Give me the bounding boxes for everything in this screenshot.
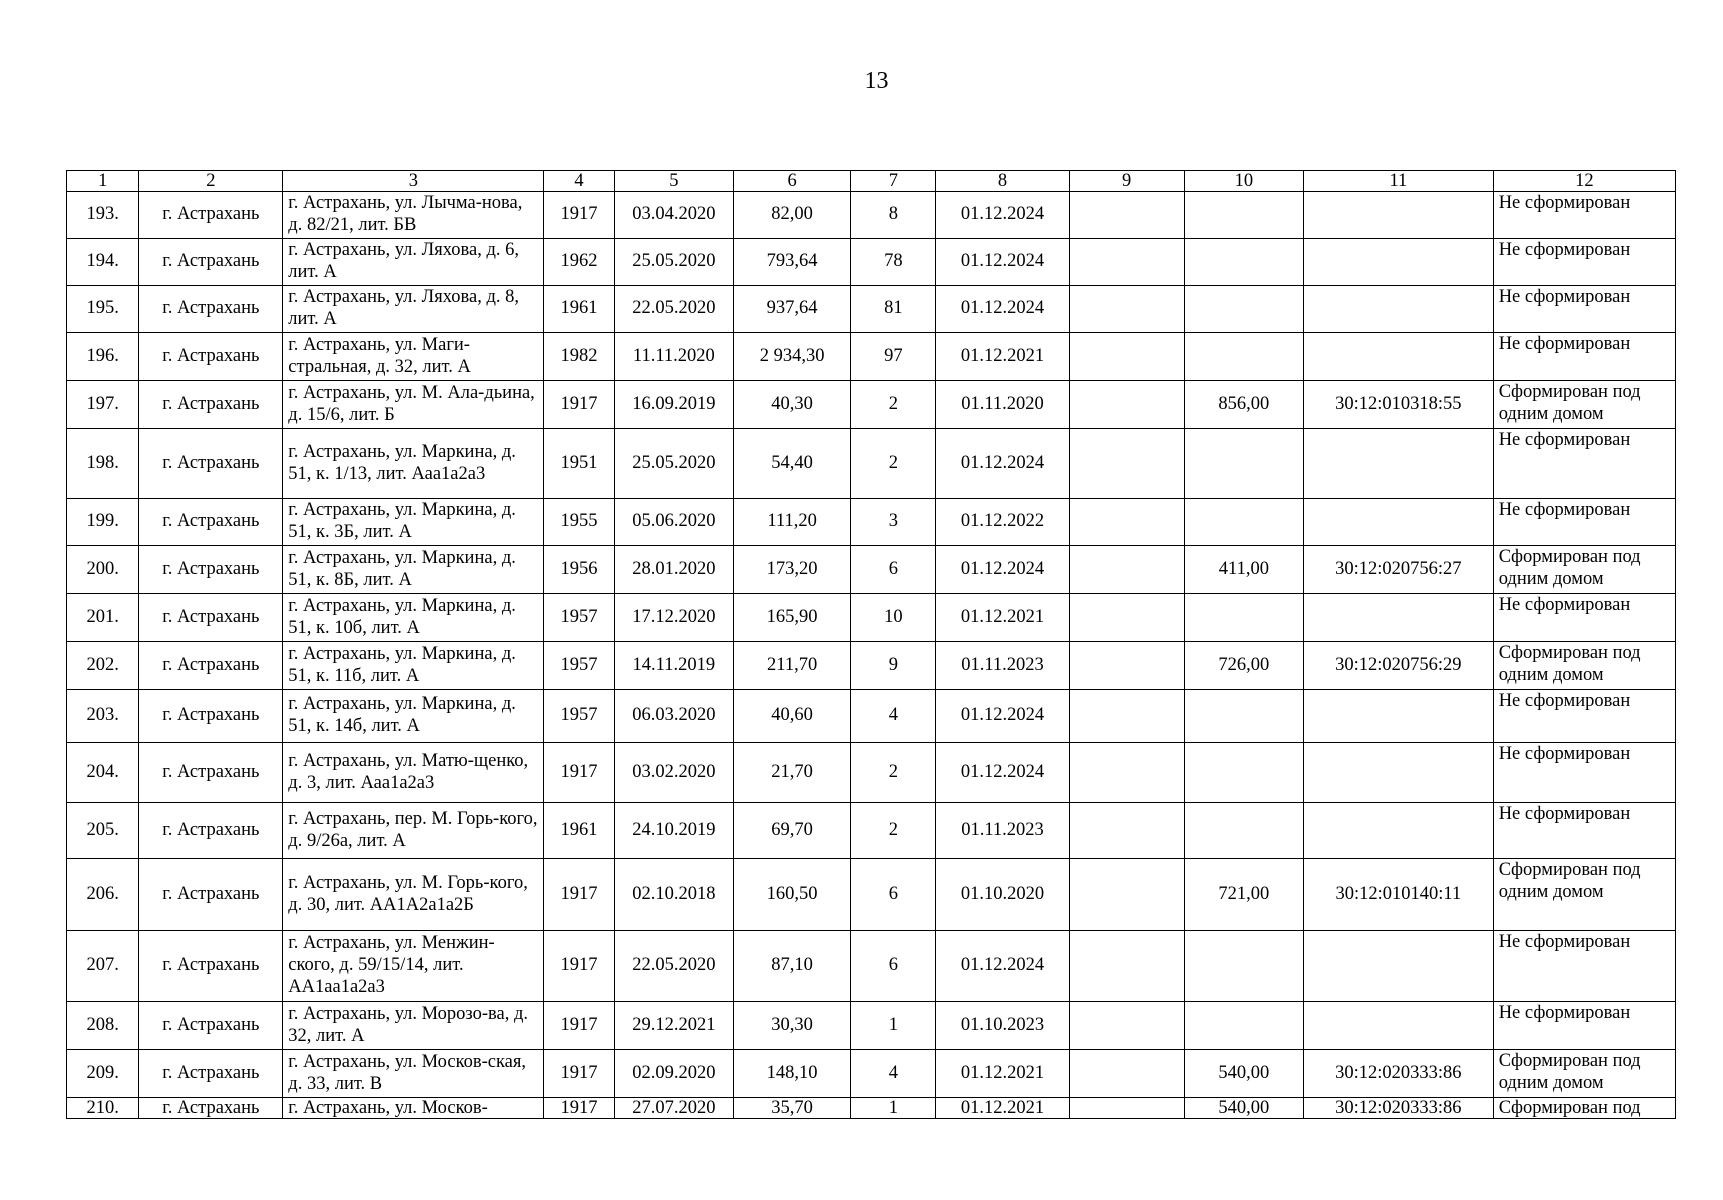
area-cell: 69,70 (734, 803, 851, 859)
table-row (67, 803, 1676, 859)
empty-cell (1069, 333, 1184, 381)
land-area-cell (1184, 803, 1303, 859)
status-cell: Не сформирован (1493, 499, 1675, 546)
area-cell: 211,70 (734, 642, 851, 690)
empty-cell (1069, 239, 1184, 286)
address-cell: г. Астрахань, ул. Ляхова, д. 8, лит. А (283, 286, 544, 333)
date-cell: 02.09.2020 (614, 1050, 733, 1098)
deadline-cell: 01.12.2024 (936, 192, 1069, 239)
year-cell: 1917 (544, 931, 614, 1002)
address-cell: г. Астрахань, ул. Москов- (283, 1098, 544, 1119)
row-number: 208. (67, 1002, 139, 1050)
year-cell: 1917 (544, 1002, 614, 1050)
address-cell: г. Астрахань, ул. Лычма-нова, д. 82/21, лит. БВ (283, 192, 544, 239)
row-number: 197. (67, 381, 139, 429)
residents-cell: 3 (851, 499, 936, 546)
row-number: 201. (67, 594, 139, 642)
status-cell: Не сформирован (1493, 192, 1675, 239)
year-cell: 1956 (544, 546, 614, 594)
row-number: 205. (67, 803, 139, 859)
column-header: 10 (1184, 171, 1303, 192)
column-header: 6 (734, 171, 851, 192)
address-cell: г. Астрахань, ул. Маркина, д. 51, к. 14б, лит. А (283, 690, 544, 743)
city-cell: г. Астрахань (139, 546, 283, 594)
empty-cell (1069, 594, 1184, 642)
deadline-cell: 01.12.2021 (936, 594, 1069, 642)
table-row (67, 743, 1676, 803)
residents-cell: 2 (851, 743, 936, 803)
cadastre-cell (1304, 239, 1494, 286)
cadastre-cell (1304, 690, 1494, 743)
column-header: 5 (614, 171, 733, 192)
row-number: 196. (67, 333, 139, 381)
table-row (67, 931, 1676, 1002)
status-cell: Не сформирован (1493, 803, 1675, 859)
year-cell: 1917 (544, 859, 614, 931)
row-number: 193. (67, 192, 139, 239)
table-row (67, 239, 1676, 286)
cadastre-cell: 30:12:020756:27 (1304, 546, 1494, 594)
residents-cell: 6 (851, 546, 936, 594)
empty-cell (1069, 429, 1184, 499)
row-number: 200. (67, 546, 139, 594)
city-cell: г. Астрахань (139, 859, 283, 931)
empty-cell (1069, 286, 1184, 333)
empty-cell (1069, 931, 1184, 1002)
city-cell: г. Астрахань (139, 192, 283, 239)
year-cell: 1962 (544, 239, 614, 286)
column-header: 2 (139, 171, 283, 192)
table-row (67, 333, 1676, 381)
empty-cell (1069, 381, 1184, 429)
cadastre-cell (1304, 743, 1494, 803)
year-cell: 1957 (544, 594, 614, 642)
city-cell: г. Астрахань (139, 381, 283, 429)
table-row (67, 642, 1676, 690)
year-cell: 1955 (544, 499, 614, 546)
deadline-cell: 01.12.2024 (936, 931, 1069, 1002)
status-cell: Не сформирован (1493, 1002, 1675, 1050)
address-cell: г. Астрахань, ул. Маркина, д. 51, к. 3Б, лит. А (283, 499, 544, 546)
address-cell: г. Астрахань, ул. Маркина, д. 51, к. 10б, лит. А (283, 594, 544, 642)
column-header: 12 (1493, 171, 1675, 192)
date-cell: 03.04.2020 (614, 192, 733, 239)
area-cell: 173,20 (734, 546, 851, 594)
column-header: 7 (851, 171, 936, 192)
residents-cell: 81 (851, 286, 936, 333)
cadastre-cell (1304, 594, 1494, 642)
page-number: 13 (864, 68, 889, 94)
address-cell: г. Астрахань, ул. Маркина, д. 51, к. 11б, лит. А (283, 642, 544, 690)
table-row (67, 381, 1676, 429)
land-area-cell (1184, 1002, 1303, 1050)
status-cell: Сформирован под одним домом (1493, 1050, 1675, 1098)
deadline-cell: 01.12.2024 (936, 239, 1069, 286)
deadline-cell: 01.12.2024 (936, 743, 1069, 803)
status-cell: Не сформирован (1493, 286, 1675, 333)
residents-cell: 4 (851, 1050, 936, 1098)
empty-cell (1069, 859, 1184, 931)
empty-cell (1069, 499, 1184, 546)
date-cell: 02.10.2018 (614, 859, 733, 931)
empty-cell (1069, 1002, 1184, 1050)
land-area-cell (1184, 286, 1303, 333)
column-header: 9 (1069, 171, 1184, 192)
area-cell: 40,30 (734, 381, 851, 429)
residents-cell: 8 (851, 192, 936, 239)
date-cell: 25.05.2020 (614, 239, 733, 286)
address-cell: г. Астрахань, ул. М. Ала-дьина, д. 15/6, лит. Б (283, 381, 544, 429)
cadastre-cell: 30:12:010318:55 (1304, 381, 1494, 429)
row-number: 199. (67, 499, 139, 546)
column-header: 8 (936, 171, 1069, 192)
year-cell: 1917 (544, 1050, 614, 1098)
deadline-cell: 01.12.2024 (936, 546, 1069, 594)
status-cell: Сформирован под одним домом (1493, 546, 1675, 594)
table-row (67, 192, 1676, 239)
status-cell: Сформирован под одним домом (1493, 859, 1675, 931)
date-cell: 16.09.2019 (614, 381, 733, 429)
cadastre-cell (1304, 931, 1494, 1002)
area-cell: 148,10 (734, 1050, 851, 1098)
date-cell: 03.02.2020 (614, 743, 733, 803)
cadastre-cell: 30:12:020333:86 (1304, 1098, 1494, 1119)
cadastre-cell (1304, 286, 1494, 333)
column-header: 1 (67, 171, 139, 192)
deadline-cell: 01.12.2021 (936, 333, 1069, 381)
residents-cell: 9 (851, 642, 936, 690)
city-cell: г. Астрахань (139, 429, 283, 499)
area-cell: 2 934,30 (734, 333, 851, 381)
table-row (67, 594, 1676, 642)
city-cell: г. Астрахань (139, 1002, 283, 1050)
year-cell: 1961 (544, 803, 614, 859)
empty-cell (1069, 1050, 1184, 1098)
cadastre-cell (1304, 333, 1494, 381)
address-cell: г. Астрахань, ул. Маги-стральная, д. 32, лит. А (283, 333, 544, 381)
area-cell: 40,60 (734, 690, 851, 743)
table-row (67, 1050, 1676, 1098)
area-cell: 35,70 (734, 1098, 851, 1119)
table-row (67, 690, 1676, 743)
deadline-cell: 01.12.2022 (936, 499, 1069, 546)
area-cell: 793,64 (734, 239, 851, 286)
date-cell: 06.03.2020 (614, 690, 733, 743)
cadastre-cell: 30:12:020333:86 (1304, 1050, 1494, 1098)
address-cell: г. Астрахань, ул. Менжин-ского, д. 59/15/14, лит. АА1аа1а2а3 (283, 931, 544, 1002)
status-cell: Сформирован под (1493, 1098, 1675, 1119)
year-cell: 1917 (544, 1098, 614, 1119)
table-row (67, 1098, 1676, 1119)
cadastre-cell (1304, 429, 1494, 499)
address-cell: г. Астрахань, ул. М. Горь-кого, д. 30, лит. АА1А2а1а2Б (283, 859, 544, 931)
row-number: 209. (67, 1050, 139, 1098)
land-area-cell: 721,00 (1184, 859, 1303, 931)
empty-cell (1069, 642, 1184, 690)
date-cell: 05.06.2020 (614, 499, 733, 546)
year-cell: 1917 (544, 381, 614, 429)
deadline-cell: 01.10.2020 (936, 859, 1069, 931)
row-number: 202. (67, 642, 139, 690)
city-cell: г. Астрахань (139, 690, 283, 743)
year-cell: 1982 (544, 333, 614, 381)
residents-cell: 1 (851, 1098, 936, 1119)
cadastre-cell (1304, 192, 1494, 239)
land-area-cell: 411,00 (1184, 546, 1303, 594)
year-cell: 1917 (544, 743, 614, 803)
land-area-cell: 726,00 (1184, 642, 1303, 690)
year-cell: 1951 (544, 429, 614, 499)
address-cell: г. Астрахань, ул. Маркина, д. 51, к. 1/13, лит. Ааа1а2а3 (283, 429, 544, 499)
status-cell: Не сформирован (1493, 690, 1675, 743)
deadline-cell: 01.11.2023 (936, 803, 1069, 859)
area-cell: 160,50 (734, 859, 851, 931)
residents-cell: 2 (851, 429, 936, 499)
city-cell: г. Астрахань (139, 803, 283, 859)
cadastre-cell (1304, 499, 1494, 546)
table-row (67, 1002, 1676, 1050)
residents-cell: 1 (851, 1002, 936, 1050)
cadastre-cell (1304, 1002, 1494, 1050)
status-cell: Не сформирован (1493, 594, 1675, 642)
area-cell: 165,90 (734, 594, 851, 642)
date-cell: 14.11.2019 (614, 642, 733, 690)
status-cell: Не сформирован (1493, 931, 1675, 1002)
area-cell: 82,00 (734, 192, 851, 239)
residents-cell: 4 (851, 690, 936, 743)
residents-cell: 6 (851, 859, 936, 931)
status-cell: Не сформирован (1493, 743, 1675, 803)
area-cell: 111,20 (734, 499, 851, 546)
row-number: 195. (67, 286, 139, 333)
cadastre-cell: 30:12:020756:29 (1304, 642, 1494, 690)
cadastre-cell (1304, 803, 1494, 859)
empty-cell (1069, 690, 1184, 743)
status-cell: Сформирован под одним домом (1493, 381, 1675, 429)
land-area-cell: 540,00 (1184, 1098, 1303, 1119)
land-area-cell (1184, 931, 1303, 1002)
empty-cell (1069, 803, 1184, 859)
residents-cell: 10 (851, 594, 936, 642)
land-area-cell (1184, 690, 1303, 743)
deadline-cell: 01.12.2024 (936, 286, 1069, 333)
date-cell: 17.12.2020 (614, 594, 733, 642)
land-area-cell (1184, 192, 1303, 239)
area-cell: 87,10 (734, 931, 851, 1002)
year-cell: 1957 (544, 690, 614, 743)
deadline-cell: 01.12.2021 (936, 1050, 1069, 1098)
deadline-cell: 01.12.2021 (936, 1098, 1069, 1119)
date-cell: 11.11.2020 (614, 333, 733, 381)
table-row (67, 429, 1676, 499)
residents-cell: 2 (851, 803, 936, 859)
status-cell: Не сформирован (1493, 239, 1675, 286)
deadline-cell: 01.11.2023 (936, 642, 1069, 690)
table-row (67, 499, 1676, 546)
column-header: 11 (1304, 171, 1494, 192)
address-cell: г. Астрахань, ул. Москов-ская, д. 33, лит. В (283, 1050, 544, 1098)
city-cell: г. Астрахань (139, 743, 283, 803)
address-cell: г. Астрахань, ул. Ляхова, д. 6, лит. А (283, 239, 544, 286)
column-header: 3 (283, 171, 544, 192)
row-number: 204. (67, 743, 139, 803)
date-cell: 24.10.2019 (614, 803, 733, 859)
city-cell: г. Астрахань (139, 286, 283, 333)
residents-cell: 6 (851, 931, 936, 1002)
city-cell: г. Астрахань (139, 594, 283, 642)
table-row (67, 286, 1676, 333)
land-area-cell (1184, 594, 1303, 642)
table-row (67, 546, 1676, 594)
row-number: 206. (67, 859, 139, 931)
deadline-cell: 01.10.2023 (936, 1002, 1069, 1050)
city-cell: г. Астрахань (139, 333, 283, 381)
area-cell: 21,70 (734, 743, 851, 803)
table-row (67, 859, 1676, 931)
land-area-cell: 540,00 (1184, 1050, 1303, 1098)
date-cell: 29.12.2021 (614, 1002, 733, 1050)
residents-cell: 78 (851, 239, 936, 286)
address-cell: г. Астрахань, ул. Маркина, д. 51, к. 8Б, лит. А (283, 546, 544, 594)
city-cell: г. Астрахань (139, 1098, 283, 1119)
city-cell: г. Астрахань (139, 931, 283, 1002)
date-cell: 22.05.2020 (614, 931, 733, 1002)
status-cell: Не сформирован (1493, 333, 1675, 381)
area-cell: 54,40 (734, 429, 851, 499)
address-cell: г. Астрахань, ул. Морозо-ва, д. 32, лит. А (283, 1002, 544, 1050)
area-cell: 937,64 (734, 286, 851, 333)
column-number-row (67, 171, 1676, 192)
deadline-cell: 01.12.2024 (936, 429, 1069, 499)
date-cell: 25.05.2020 (614, 429, 733, 499)
empty-cell (1069, 192, 1184, 239)
empty-cell (1069, 743, 1184, 803)
land-area-cell (1184, 743, 1303, 803)
column-header: 4 (544, 171, 614, 192)
land-area-cell (1184, 429, 1303, 499)
row-number: 210. (67, 1098, 139, 1119)
deadline-cell: 01.12.2024 (936, 690, 1069, 743)
status-cell: Не сформирован (1493, 429, 1675, 499)
row-number: 207. (67, 931, 139, 1002)
residents-cell: 97 (851, 333, 936, 381)
city-cell: г. Астрахань (139, 642, 283, 690)
date-cell: 27.07.2020 (614, 1098, 733, 1119)
row-number: 194. (67, 239, 139, 286)
land-area-cell (1184, 333, 1303, 381)
date-cell: 22.05.2020 (614, 286, 733, 333)
row-number: 203. (67, 690, 139, 743)
deadline-cell: 01.11.2020 (936, 381, 1069, 429)
address-cell: г. Астрахань, ул. Матю-щенко, д. 3, лит. Ааа1а2а3 (283, 743, 544, 803)
year-cell: 1961 (544, 286, 614, 333)
residents-cell: 2 (851, 381, 936, 429)
city-cell: г. Астрахань (139, 239, 283, 286)
empty-cell (1069, 546, 1184, 594)
land-area-cell (1184, 499, 1303, 546)
land-area-cell (1184, 239, 1303, 286)
empty-cell (1069, 1098, 1184, 1119)
year-cell: 1957 (544, 642, 614, 690)
city-cell: г. Астрахань (139, 1050, 283, 1098)
address-cell: г. Астрахань, пер. М. Горь-кого, д. 9/26а, лит. А (283, 803, 544, 859)
table-body (67, 192, 1676, 1119)
year-cell: 1917 (544, 192, 614, 239)
land-area-cell: 856,00 (1184, 381, 1303, 429)
cadastre-cell: 30:12:010140:11 (1304, 859, 1494, 931)
housing-registry-table (66, 170, 1676, 1119)
date-cell: 28.01.2020 (614, 546, 733, 594)
city-cell: г. Астрахань (139, 499, 283, 546)
area-cell: 30,30 (734, 1002, 851, 1050)
status-cell: Сформирован под одним домом (1493, 642, 1675, 690)
row-number: 198. (67, 429, 139, 499)
